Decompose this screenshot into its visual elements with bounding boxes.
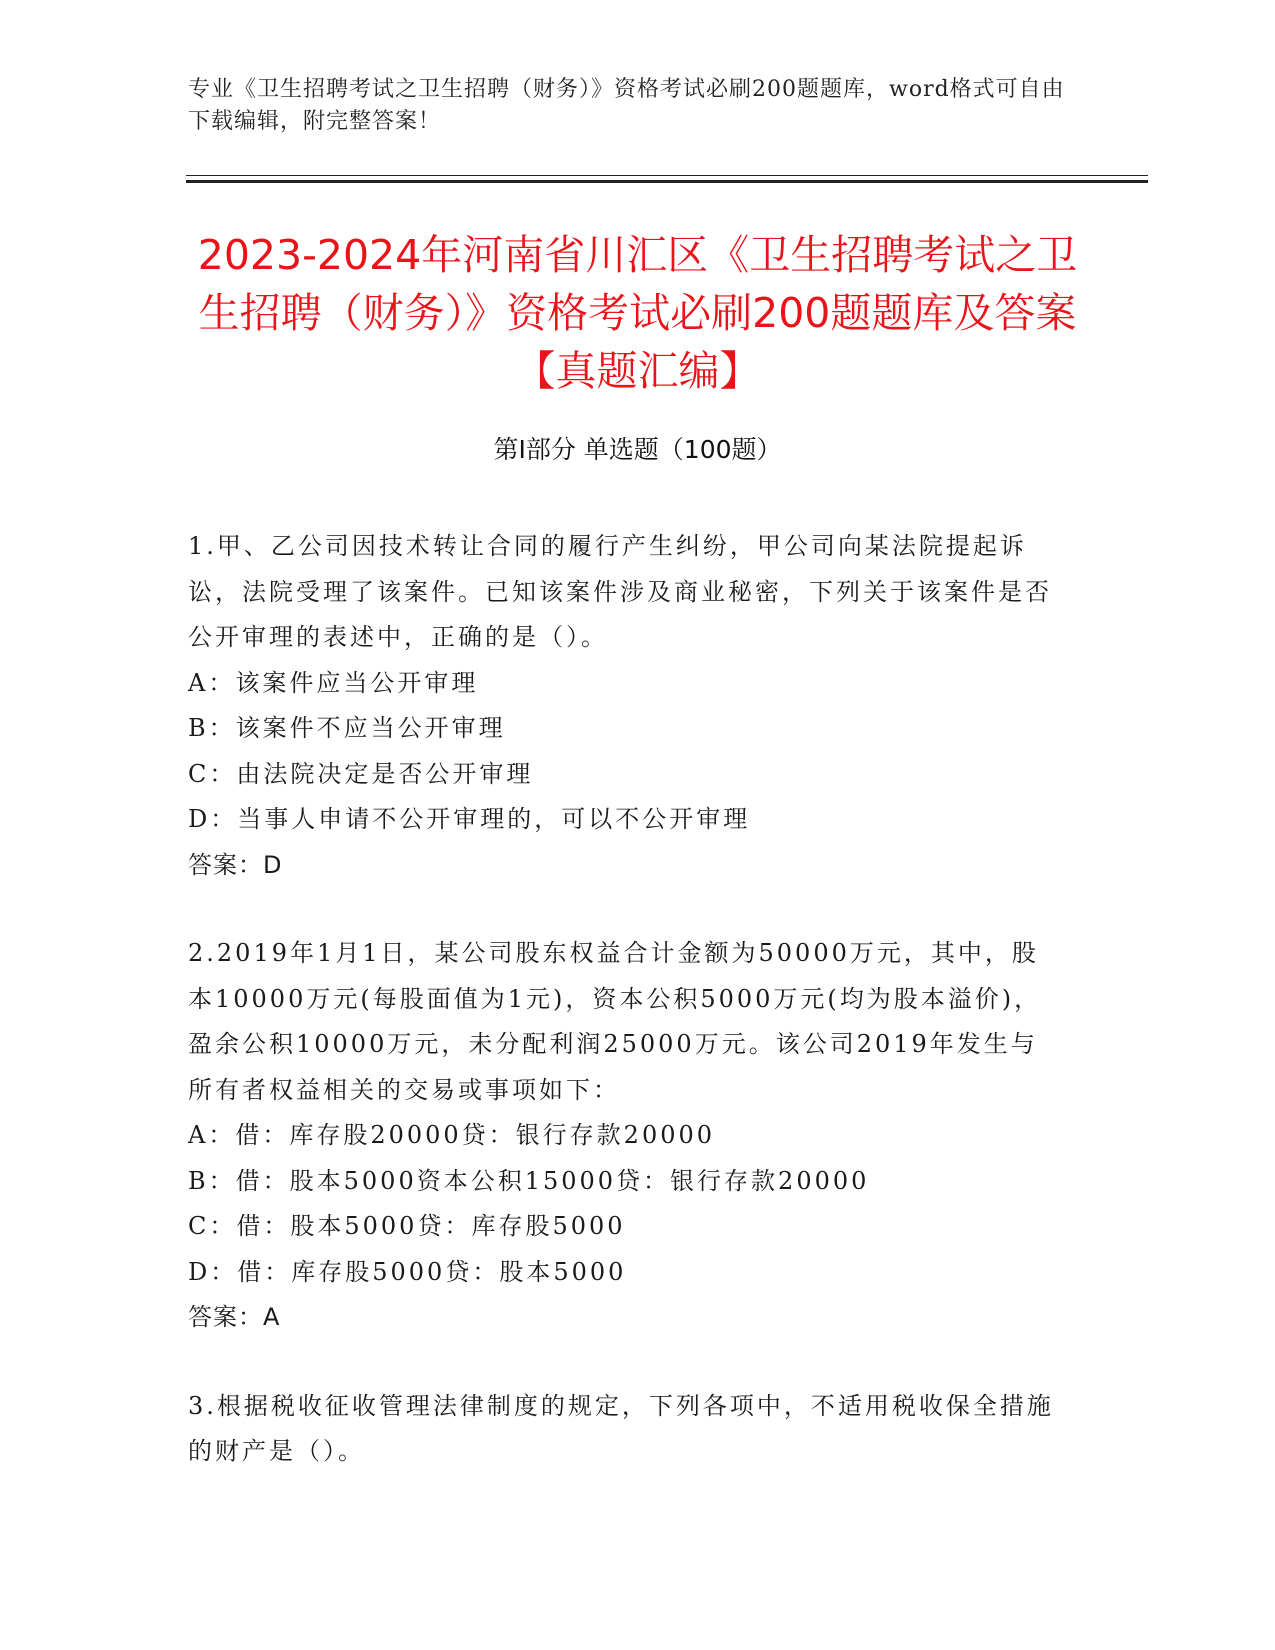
answer: 答案：A [188, 1303, 281, 1331]
question-text: 1.甲、乙公司因技术转让合同的履行产生纠纷，甲公司向某法院提起诉讼，法院受理了该案件。已知该案件涉及商业秘密，下列关于该案件是否公开审理的表述中，正确的是（）。 [188, 532, 1052, 651]
header-divider-thick [186, 180, 1148, 183]
option-d: D：当事人申请不公开审理的，可以不公开审理 [188, 805, 751, 833]
header-divider-thin [186, 175, 1148, 176]
option-b: B：借：股本5000资本公积15000贷：银行存款20000 [188, 1166, 870, 1195]
question-3 [188, 1384, 1058, 1475]
option-c: C：由法院决定是否公开审理 [188, 759, 534, 788]
option-a: A：借：库存股20000贷：银行存款20000 [188, 1121, 716, 1149]
question-1 [188, 524, 1058, 888]
section-heading: 第Ⅰ部分 单选题（100题） [493, 435, 782, 464]
answer: 答案：D [188, 850, 283, 879]
option-d: D：借：库存股5000贷：股本5000 [188, 1257, 627, 1286]
question-text: 3.根据税收征收管理法律制度的规定，下列各项中，不适用税收保全措施的财产是（）。 [188, 1391, 1054, 1465]
header-note: 专业《卫生招聘考试之卫生招聘（财务）》资格考试必刷200题题库，word格式可自由下载编辑，附完整答案！ [188, 77, 1065, 134]
option-c: C：借：股本5000贷：库存股5000 [188, 1212, 626, 1240]
document-title: 2023-2024年河南省川汇区《卫生招聘考试之卫生招聘（财务）》资格考试必刷200题题库及答案【真题汇编】 [197, 231, 1078, 395]
option-a: A：该案件应当公开审理 [188, 668, 479, 697]
question-list [188, 524, 1058, 1518]
question-text: 2.2019年1月1日，某公司股东权益合计金额为50000万元，其中，股本10000万元(每股面值为1元)，资本公积5000万元(均为股本溢价)，盈余公积10000万元，未分配利润25000万元。该公司2019年发生与所有者权益相关的交易或事项如下： [188, 939, 1042, 1104]
option-b: B：该案件不应当公开审理 [188, 714, 506, 742]
question-2 [188, 931, 1058, 1341]
